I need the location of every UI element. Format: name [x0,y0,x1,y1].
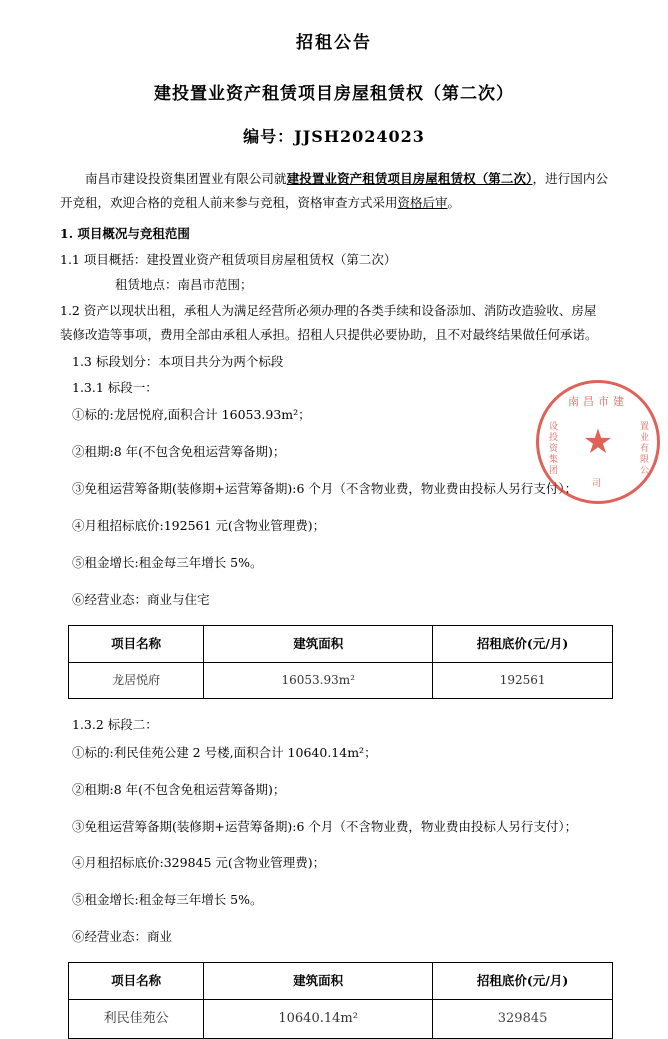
lot2-cell-price: 329845 [433,1000,613,1038]
table-row [69,663,613,699]
lot2-header-area: 建筑面积 [204,963,433,1000]
lot1-item-2: ②租期:8 年(不包含免租运营筹备期)； [72,444,286,460]
lot1-item-4: ④月租招标底价:192561 元(含物业管理费)； [72,518,326,533]
lot2-cell-area: 10640.14m² [204,1000,433,1038]
lot2-table [68,962,613,1039]
table-row [69,1000,613,1038]
intro-text-2: ，进行国内公开竞租，欢迎合格的竞租人前来参与竞租，资格审查方式采用 [60,171,608,211]
table-header-row [69,963,613,1000]
seal-left-text: 设投资集团 [547,421,557,476]
document-number: 编号：JJSH2024023 [243,127,425,146]
intro-underlined-project: 建投置业资产租赁项目房屋租赁权（第二次） [286,171,533,186]
lot1-item-5: ⑤租金增长:租金每三年增长 5%。 [72,554,263,570]
lot2-item-2: ②租期:8 年(不包含免租运营筹备期)； [72,781,286,797]
company-seal-stamp [536,380,660,504]
seal-right-text: 置业有限公 [638,421,648,476]
lot1-header-name: 项目名称 [69,625,204,662]
intro-paragraph [60,167,608,216]
seal-arc-top-text: 南昌市建 [568,395,628,408]
lot2-header-price: 招租底价(元/月) [433,963,613,1000]
lot1-cell-price: 192561 [433,663,613,699]
lot2-cell-name: 利民佳苑公 [69,1000,204,1038]
intro-text-1: 南昌市建设投资集团置业有限公司就 [85,171,287,186]
clause-1-1: 1.1 项目概括：建投置业资产租赁项目房屋租赁权（第二次） [60,252,397,268]
document-page [0,28,668,1027]
lot1-header-price: 招租底价(元/月) [433,625,613,662]
lot1-table [68,625,613,700]
lot1-header-area: 建筑面积 [204,625,433,662]
lot2-item-3: ③免租运营筹备期(装修期+运营筹备期):6 个月（不含物业费，物业费由投标人另行支付）； [72,818,578,834]
lot1-cell-area: 16053.93m² [204,663,433,699]
seal-arc-bottom-text: 司 [591,479,604,489]
intro-underlined-review: 资格后审 [397,195,448,211]
lot1-item-3: ③免租运营筹备期(装修期+运营筹备期):6 个月（不含物业费，物业费由投标人另行支付）； [72,481,578,497]
lot2-item-5: ⑤租金增长:租金每三年增长 5%。 [72,892,263,908]
table-header-row [69,625,613,662]
lot1-item-6: ⑥经营业态：商业与住宅 [72,591,210,607]
lot2-item-1: ①标的:利民佳苑公建 2 号楼,面积合计 10640.14m²； [72,744,377,760]
clause-1-2: 1.2 资产以现状出租，承租人为满足经营所必须办理的各类手续和设备添加、消防改造验收、房屋装修改造等事项，费用全部由承租人承担。招租人只提供必要协助，且不对最终结果做任何承诺。 [60,302,598,343]
document-body [60,167,608,1039]
lot1-cell-name: 龙居悦府 [69,663,204,699]
document-subtitle: 建投置业资产租赁项目房屋租赁权（第二次） [154,84,514,104]
star-icon: ★ [582,422,614,462]
lot2-item-4: ④月租招标底价:329845 元(含物业管理费)； [72,855,326,871]
clause-1-3-2: 1.3.2 标段二： [72,717,158,733]
intro-text-3: 。 [447,195,461,211]
clause-1-3: 1.3 标段划分：本项目共分为两个标段 [72,353,284,369]
clause-1-1-location: 租赁地点：南昌市范围； [115,276,253,292]
lot1-item-1: ①标的:龙居悦府,面积合计 16053.93m²； [72,407,311,423]
clause-1-3-1: 1.3.1 标段一： [72,380,158,395]
section-1-heading: 1. 项目概况与竞租范围 [60,225,190,241]
lot2-item-6: ⑥经营业态：商业 [72,929,173,945]
lot2-header-name: 项目名称 [69,963,204,1000]
page-title: 招租公告 [296,33,372,53]
